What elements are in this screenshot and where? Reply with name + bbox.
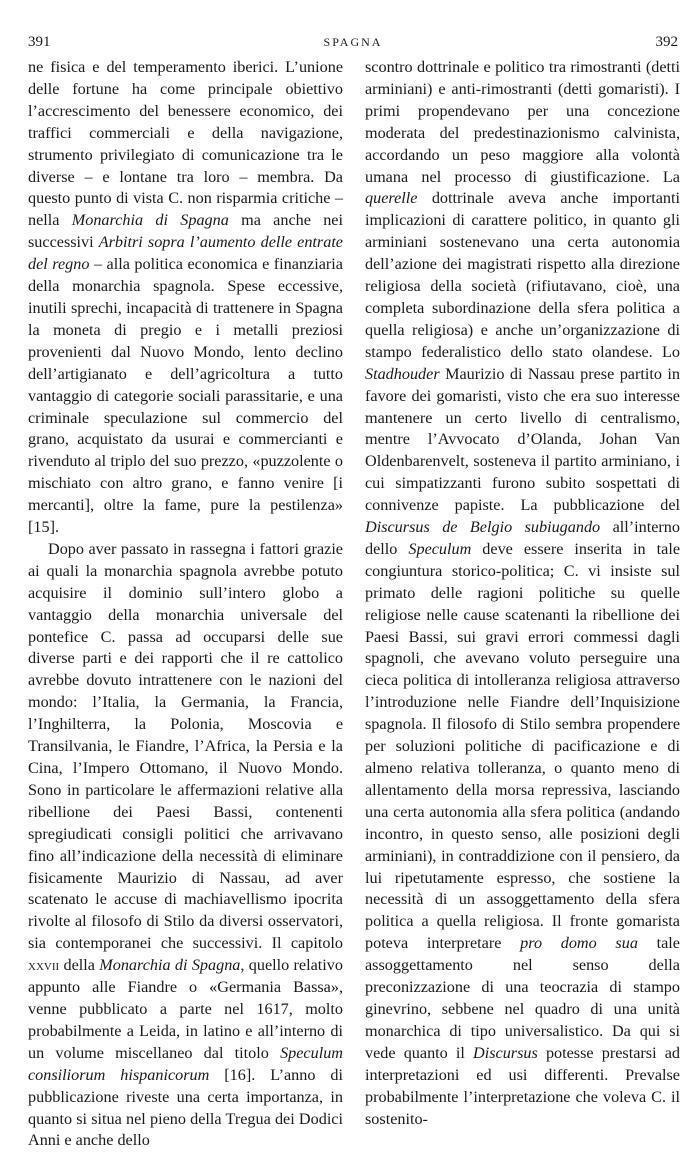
text-run: scontro dottrinale e politico tra rimostranti (detti arminiani) e anti-rimostranti (detti gomaristi). I primi propendevano per una concezione moderata del predestinazionismo calvinista, accordando un peso maggiore alla volontà umana nel processo di giustificazione. La xyxy=(365,58,680,186)
italic-title: Discursus de Belgio subiugando xyxy=(365,518,601,537)
roman-numeral: xxvii xyxy=(28,956,60,975)
page-number-left: 391 xyxy=(28,34,51,50)
text-run: potesse prestarsi ad interpretazioni ed usi differenti. Prevalse probabilmente l’interpretazione che voleva C. il sostenito- xyxy=(365,1043,680,1128)
italic-term: pro domo sua xyxy=(520,934,638,953)
italic-title: Arbitri sopra l’aumento delle entrate del regno xyxy=(28,233,343,274)
text-run: Maurizio di Nassau prese partito in favore dei gomaristi, visto che era suo interesse mantenere un certo livello di centralismo, mentre l’Avvocato d’Olanda, Johan Van Oldenbarenvelt, sosteneva il partito arminiano, i cui simpatizzanti furono subito sospettati di connivenze papiste. La pubblicazione del xyxy=(365,364,680,515)
italic-title: Speculum xyxy=(408,539,472,558)
left-column xyxy=(28,57,343,1152)
text-run: all’interno dello xyxy=(365,518,680,558)
page-number-right: 392 xyxy=(655,34,678,50)
italic-term: Stadhouder xyxy=(365,364,440,383)
text-run: – alla politica economica e finanziaria della monarchia spagnola. Spese eccessive, inutili sprechi, incapacità di trattenere in Spagna la moneta di pregio e i metalli preziosi provenienti dal Nuovo Mondo, lento declino dell’artigianato e dell’agricoltura a tutto vantaggio di categorie sociali parassitarie, e una criminale speculazione sul commercio del grano, acquistato da usurai e commercianti e rivenduto al triplo del suo prezzo, «puzzolente o mischiato con altro grano, e fanno venire [i mercanti], oltre la fame, pure la pestilenza» [15]. xyxy=(28,255,343,537)
text-run: , quello relativo appunto alle Fiandre o «Germania Bassa», venne pubblicato a parte nel 1617, molto probabilmente a Leida, in latino e all’interno di un volume miscellaneo dal titolo xyxy=(28,956,343,1062)
italic-term: querelle xyxy=(365,189,418,208)
text-run: tale assoggettamento nel senso della preconizzazione di una teocrazia di stampo ginevrino, sebbene nel quadro di una unità monarchica di tipo universalistico. Da qui si vede quanto il xyxy=(365,934,680,1062)
right-column xyxy=(365,57,680,1130)
text-run: ma anche nei successivi xyxy=(28,211,343,252)
italic-title: Monarchia di Spagna xyxy=(99,956,241,975)
italic-title: Speculum consiliorum hispanicorum xyxy=(28,1043,343,1084)
text-run: della xyxy=(59,956,100,975)
paragraph xyxy=(28,539,343,1152)
italic-title: Discursus xyxy=(473,1043,538,1062)
italic-title: Monarchia di Spagna xyxy=(71,211,229,230)
running-head xyxy=(28,32,678,52)
paragraph xyxy=(365,57,680,1130)
running-title: SPAGNA xyxy=(323,35,383,49)
paragraph xyxy=(28,57,343,539)
text-run: deve essere inserita in tale congiuntura storico-politica; C. vi insiste sul primato delle ragioni politiche su quelle religiose nelle cause scatenanti la ribellione dei Paesi Bassi, sui gravi errori commessi dagli spagnoli, che avevano voluto perseguire una cieca politica di intolleranza religiosa attraverso l’introduzione nelle Fiandre dell’Inquisizione spagnola. Il filosofo di Stilo sembra propendere per soluzioni politiche di pacificazione e di almeno relativa tolleranza, o quanto meno di allentamento della morsa repressiva, lasciando una certa autonomia alla sfera politica (andando incontro, in questo senso, alle posizioni degli arminiani), in contraddizione con il pensiero, da lui ripetutamente espresso, che sostiene la necessità di un assoggettamento della sfera politica a quella religiosa. Il fronte gomarista poteva interpretare xyxy=(365,539,681,953)
text-run: dottrinale aveva anche importanti implicazioni di carattere politico, in quanto gli arminiani sostenevano una certa autonomia dell’azione dei magistrati rispetto alla direzione religiosa della società (rifiutavano, cioè, una completa subordinazione della sfera politica a quella religiosa) e anche un’organizzazione di stampo federalistico dello stato olandese. Lo xyxy=(365,189,680,361)
text-run: [16]. L’anno di pubblicazione riveste una certa importanza, in quanto si situa nel pieno della Tregua dei Dodici Anni e anche dello xyxy=(28,1065,343,1150)
text-run: Dopo aver passato in rassegna i fattori grazie ai quali la monarchia spagnola avrebbe potuto acquisire il dominio sull’intero globo a vantaggio della monarchia universale del pontefice C. passa ad occuparsi delle sue diverse parti e dei rapporti che il re cattolico avrebbe dovuto intrattenere con le nazioni del mondo: l’Italia, la Germania, la Francia, l’Inghilterra, la Polonia, Moscovia e Transilvania, le Fiandre, l’Africa, la Persia e la Cina, l’Impero Ottomano, il Nuovo Mondo. Sono in particolare le affermazioni relative alla ribellione dei Paesi Bassi, contenenti spregiudicati consigli politici che arrivavano fino all’indicazione della necessità di eliminare fisicamente Maurizio di Nassau, ad aver scatenato le accuse di machiavellismo ipocrita rivolte al filosofo di Stilo da diversi osservatori, sia contemporanei che successivi. Il capitolo xyxy=(28,539,343,953)
text-run: ne fisica e del temperamento iberici. L’unione delle fortune ha come principale obiettivo l’accrescimento del benessere economico, dei traffici commerciali e della navigazione, strumento privilegiato di comunicazione tra le diverse – e lontane tra loro – membra. Da questo punto di vista C. non risparmia critiche – nella xyxy=(28,58,343,230)
